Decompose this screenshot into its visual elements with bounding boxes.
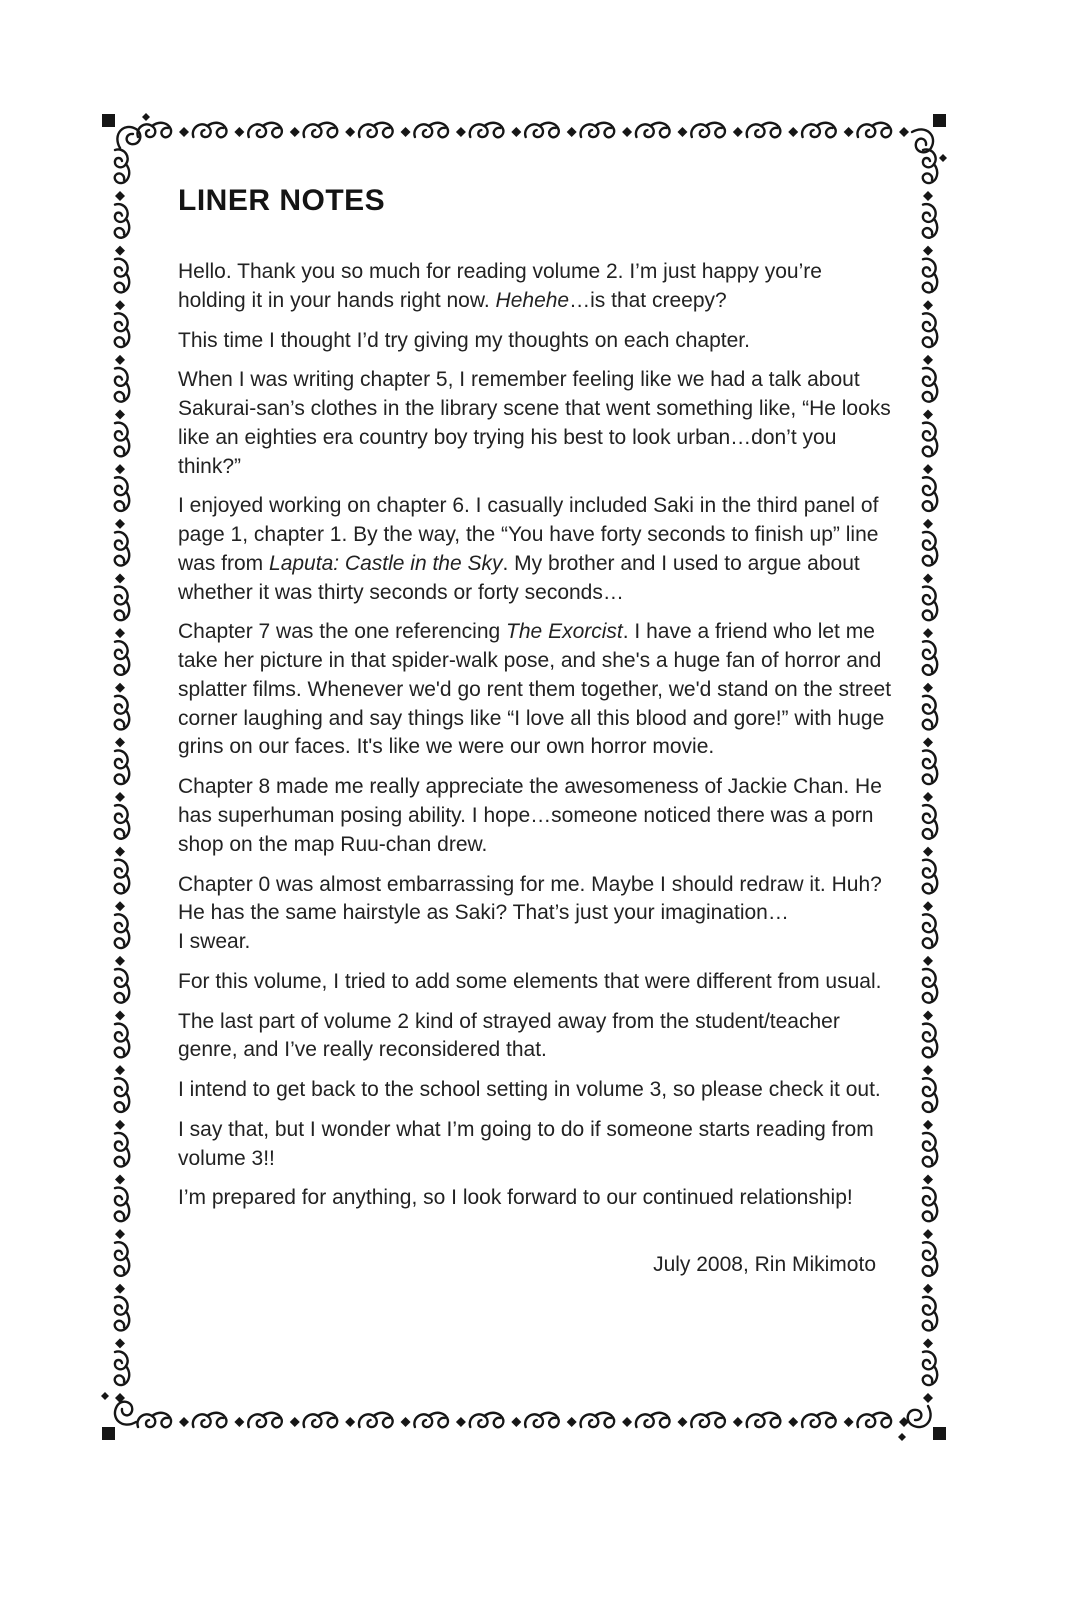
paragraph xyxy=(178,1008,892,1066)
text-run: …is that creepy? xyxy=(569,288,727,312)
text-run: I enjoyed working on chapter 6. I casually included Saki in the third panel of page 1, chapter 1. By the way, the “You have forty seconds to finish up” line was from xyxy=(178,494,879,575)
paragraph xyxy=(178,1076,892,1105)
text-run: . I have a friend who let me take her picture in that spider-walk pose, and she's a huge fan of horror and splatter films. Whenever we'd go rent them together, we'd stand on the street corner laughing and say things like “I love all this blood and gore!” with huge grins on our faces. It's like we were our own horror movie. xyxy=(178,620,892,759)
italic-text: Laputa: Castle in the Sky xyxy=(269,551,503,575)
notes-content xyxy=(178,184,892,1277)
signature: July 2008, Rin Mikimoto xyxy=(653,1253,876,1277)
text-run: This time I thought I’d try giving my thoughts on each chapter. xyxy=(178,328,750,352)
italic-text: The Exorcist xyxy=(506,620,623,644)
paragraph xyxy=(178,366,892,481)
paragraph xyxy=(178,871,892,957)
paragraph xyxy=(178,1116,892,1174)
text-run: I’m prepared for anything, so I look forward to our continued relationship! xyxy=(178,1186,853,1210)
paragraph xyxy=(178,773,892,859)
notes-body xyxy=(178,258,892,1213)
text-run: I swear. xyxy=(178,930,251,954)
paragraph xyxy=(178,1184,892,1213)
text-run: Chapter 7 was the one referencing xyxy=(178,620,507,644)
text-run: Chapter 0 was almost embarrassing for me. Maybe I should redraw it. Huh? He has the same hairstyle as Saki? That’s just your imagination… xyxy=(178,872,882,925)
text-run: When I was writing chapter 5, I remember feeling like we had a talk about Sakurai-san’s clothes in the library scene that went something like, “He looks like an eighties era country boy trying his best to look urban…don’t you think?” xyxy=(178,368,891,478)
paragraph xyxy=(178,327,892,356)
paragraph xyxy=(178,968,892,997)
text-run: Hello. Thank you so much for reading volume 2. I’m just happy you’re holding it in your hands right now. xyxy=(178,260,822,312)
page-title: LINER NOTES xyxy=(178,184,386,217)
text-run: Chapter 8 made me really appreciate the awesomeness of Jackie Chan. He has superhuman posing ability. I hope…someone noticed there was a porn shop on the map Ruu-chan drew. xyxy=(178,775,882,856)
paragraph xyxy=(178,492,892,607)
paragraph xyxy=(178,258,892,316)
paragraph xyxy=(178,618,892,762)
text-run: I say that, but I wonder what I’m going to do if someone starts reading from volume 3!! xyxy=(178,1117,874,1170)
italic-text: Hehehe xyxy=(495,288,570,312)
text-run: For this volume, I tried to add some elements that were different from usual. xyxy=(178,969,882,993)
text-run: I intend to get back to the school setting in volume 3, so please check it out. xyxy=(178,1078,881,1102)
text-run: The last part of volume 2 kind of strayed away from the student/teacher genre, and I’ve really reconsidered that. xyxy=(178,1009,840,1062)
text-run: . My brother and I used to argue about whether it was thirty seconds or forty seconds… xyxy=(178,551,860,604)
